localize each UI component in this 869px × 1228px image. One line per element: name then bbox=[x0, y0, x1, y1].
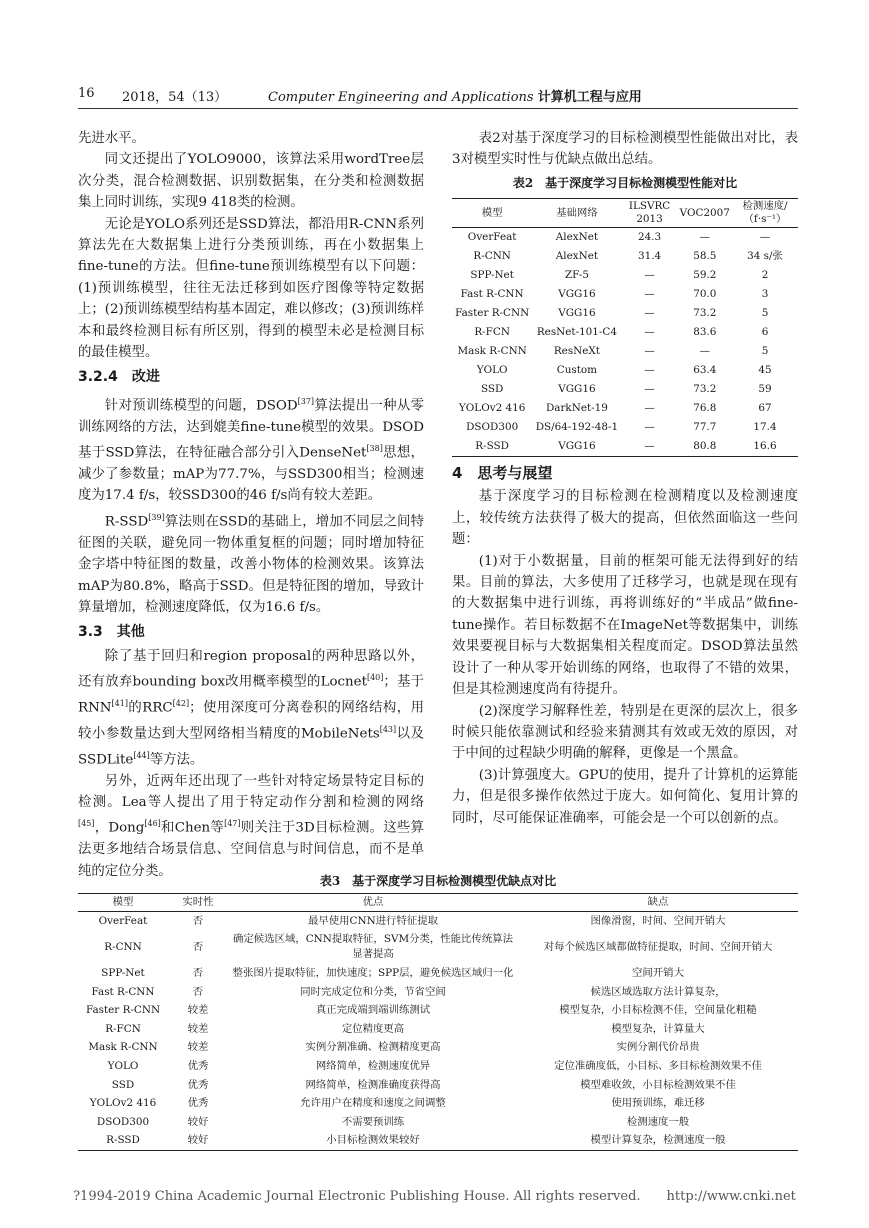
table-cell: 实例分割准确、检测精度更高 bbox=[305, 1041, 441, 1054]
table3-caption: 表3 基于深度学习目标检测模型优缺点对比 bbox=[319, 874, 557, 888]
table-row bbox=[452, 399, 798, 418]
text: 思想，减少了参数量；mAP为77.7%，与SSD300相当；检测速度为17.4 f/s，较SSD300的46 f/s尚有较大差距。 bbox=[78, 445, 424, 504]
table-cell: R-CNN bbox=[473, 250, 511, 263]
citation: [45] bbox=[78, 819, 95, 829]
table-cell: 3 bbox=[761, 288, 769, 301]
table-cell: 候选区域选取方法计算复杂， bbox=[590, 985, 726, 998]
table-cell: Mask R-CNN bbox=[457, 345, 527, 358]
table-cell: ZF-5 bbox=[564, 269, 589, 282]
text: 以及SSDLite bbox=[78, 726, 424, 768]
table-cell: 34 s/张 bbox=[747, 250, 783, 263]
table-cell: 16.6 bbox=[732, 437, 798, 456]
table-row bbox=[78, 1132, 798, 1151]
citation: [44] bbox=[133, 750, 150, 760]
table-row bbox=[452, 342, 798, 361]
table-row bbox=[452, 266, 798, 285]
paragraph: 表2对基于深度学习的目标检测模型性能做出对比，表3对模型实时性与优缺点做出总结。 bbox=[452, 131, 798, 168]
table-cell: VGG16 bbox=[558, 307, 596, 320]
table-header-cell: VOC2007 bbox=[678, 199, 732, 228]
table-cell: 整张图片提取特征，加快速度；SPP层，避免候选区域归一化 bbox=[232, 966, 514, 979]
table-cell: 检测速度一般 bbox=[626, 1115, 690, 1128]
table-cell: Fast R-CNN bbox=[460, 288, 524, 301]
table-cell: 58.5 bbox=[693, 250, 717, 263]
table-cell: OverFeat bbox=[98, 914, 148, 927]
table-cell: SSD bbox=[111, 1078, 135, 1091]
table2 bbox=[452, 198, 798, 457]
table-cell: 45 bbox=[758, 364, 772, 376]
table-cell: DSOD300 bbox=[96, 1115, 150, 1128]
paragraph bbox=[78, 646, 424, 771]
table-cell: ResNet-101-C4 bbox=[536, 326, 617, 339]
table-cell: 5 bbox=[761, 345, 769, 358]
table-cell: 确定候选区域，CNN提取特征，SVM分类，性能比传统算法显著提高 bbox=[233, 933, 513, 961]
table-cell: 网络简单，检测准确度获得高 bbox=[305, 1078, 441, 1091]
table-cell: YOLO bbox=[107, 1059, 139, 1072]
table-cell: — bbox=[644, 420, 655, 433]
table-header-cell: 模型 bbox=[452, 199, 532, 228]
table-cell: SSD bbox=[480, 382, 504, 395]
table-cell: 73.2 bbox=[693, 382, 717, 395]
paragraph: 无论是YOLO系列还是SSD算法，都沿用R-CNN系列算法先在大数据集上进行分类预训练，再在小数据集上fine-tune的方法。但fine-tune预训练模型有以下问题：(1)预训练模型，往往无法迁移到如医疗图像等特定数据上；(2)预训练模型结构基本固定，难以修改；(3)预训练样本和最终检测目标有所区别，得到的模型未必是检测目标的最佳模型。 bbox=[78, 216, 424, 361]
table-cell: 最早使用CNN进行特征提取 bbox=[307, 914, 439, 927]
table-cell: R-CNN bbox=[104, 940, 142, 953]
table-row bbox=[452, 418, 798, 437]
text: 则关注于3D目标检测。这些算法更多地结合场景信息、空间信息与时间信息，而不是单纯的定位分类。 bbox=[78, 820, 424, 879]
text: 另外，近两年还出现了一些针对特定场景特定目标的检测。Lea等人提出了用于特定动作分割和检测的网络 bbox=[78, 773, 424, 811]
citation: [41] bbox=[111, 699, 128, 709]
table-row bbox=[78, 912, 798, 931]
table-cell: 否 bbox=[192, 940, 204, 953]
table-cell: — bbox=[644, 364, 655, 376]
table-row bbox=[452, 380, 798, 399]
left-column bbox=[78, 128, 424, 882]
table-cell: — bbox=[644, 288, 655, 301]
table-header-row bbox=[78, 894, 798, 912]
text: 的RRC bbox=[127, 700, 173, 716]
table-cell: YOLO bbox=[476, 364, 508, 376]
table-cell: AlexNet bbox=[555, 250, 599, 263]
table-cell: R-SSD bbox=[78, 1132, 168, 1151]
table-row bbox=[78, 1076, 798, 1095]
table-cell: 模型计算复杂，检测速度一般 bbox=[518, 1132, 798, 1151]
table-cell: — bbox=[644, 326, 655, 339]
table-cell: 否 bbox=[192, 985, 204, 998]
table-cell: OverFeat bbox=[467, 231, 517, 244]
table-cell: 59.2 bbox=[693, 269, 717, 282]
table-row bbox=[452, 247, 798, 266]
text: ；使用深度可分离卷积的网络结构，用较小参数量达到大型网络相当精度的MobileNets bbox=[78, 700, 424, 742]
table-cell: 定位精度更高 bbox=[341, 1022, 405, 1035]
table-header-row bbox=[452, 199, 798, 228]
table-cell: 使用预训练，难迁移 bbox=[611, 1097, 705, 1110]
table-cell: 76.8 bbox=[693, 401, 717, 414]
table-cell: 小目标检测效果较好 bbox=[228, 1132, 518, 1151]
table-cell: SPP-Net bbox=[101, 966, 145, 979]
table-cell: 17.4 bbox=[753, 420, 777, 433]
table-row bbox=[78, 1039, 798, 1058]
table-cell: 77.7 bbox=[693, 420, 717, 433]
paragraph: (1)对于小数据量，目前的框架可能无法得到好的结果。目前的算法，大多使用了迁移学习，也就是现在现有的大数据集中进行训练，再将训练好的“半成品”做fine-tune操作。若目标数据不在ImageNet等数据集中，训练效果要视目标与大数据集相关程度而定。DSOD算法虽然设计了一种从零开始训练的网络，也取得了不错的效果，但是其检测速度尚有待提升。 bbox=[452, 553, 798, 698]
text: 针对预训练模型的问题，DSOD bbox=[104, 398, 298, 414]
table-row bbox=[78, 983, 798, 1002]
table-cell: 模型难收敛，小目标检测效果不佳 bbox=[580, 1078, 736, 1091]
text: 除了基于回归和region proposal的两种思路以外，还有放弃bounding box改用概率模型的Locnet bbox=[78, 648, 424, 690]
table-cell: 6 bbox=[761, 326, 769, 339]
table-cell: 73.2 bbox=[693, 307, 717, 320]
paragraph bbox=[78, 391, 424, 507]
table-row bbox=[452, 323, 798, 342]
table-cell: — bbox=[622, 437, 678, 456]
table2-caption: 表2 基于深度学习目标检测模型性能对比 bbox=[512, 175, 738, 190]
table-row bbox=[452, 285, 798, 304]
table-cell: 空间开销大 bbox=[632, 966, 684, 979]
table-cell: — bbox=[699, 345, 710, 358]
paragraph bbox=[78, 507, 424, 619]
journal-name-en: Computer Engineering and Applications bbox=[268, 90, 534, 105]
paragraph: (2)深度学习解释性差，特别是在更深的层次上，很多时候只能依靠测试和经验来猜测其有效或无效的原因，对于中间的过程缺少明确的解释，更像是一个黑盒。 bbox=[452, 703, 798, 762]
table-cell: — bbox=[644, 382, 655, 395]
table-row bbox=[78, 964, 798, 983]
text: 算法则在SSD的基础上，增加不同层之间特征图的关联，避免同一物体重复框的问题；同时增加特征金字塔中特征图的数量，改善小物体的检测效果。该算法mAP为80.8%，略高于SSD。但是特征图的增加，导致计算量增加，检测速度降低，仅为16.6 f/s。 bbox=[78, 514, 424, 615]
table-cell: 24.3 bbox=[637, 231, 662, 244]
table-cell: 真正完成端到端训练测试 bbox=[315, 1004, 431, 1017]
table-cell: 否 bbox=[192, 966, 204, 979]
table-header-cell: 基础网络 bbox=[532, 199, 621, 228]
table-header-cell: 缺点 bbox=[518, 894, 798, 912]
section-heading-4: 4 思考与展望 bbox=[452, 464, 553, 483]
right-column bbox=[452, 128, 798, 829]
table-cell: 模型复杂，小目标检测不佳，空间量化粗糙 bbox=[559, 1004, 757, 1017]
table3-block bbox=[78, 870, 798, 1151]
table-cell: 同时完成定位和分类，节省空间 bbox=[300, 985, 446, 998]
table-cell: 2 bbox=[761, 269, 769, 282]
table-cell: 较差 bbox=[187, 1004, 209, 1017]
paragraph: 基于深度学习的目标检测在检测精度以及检测速度上，较传统方法获得了极大的提高，但依然面临这一些问题： bbox=[452, 489, 798, 548]
table-cell: ResNeXt bbox=[553, 345, 600, 358]
table-cell: VGG16 bbox=[532, 437, 621, 456]
table-header-cell: 检测速度/（f·s⁻¹） bbox=[732, 199, 798, 228]
journal-name bbox=[268, 86, 642, 105]
table-cell: 不需要预训练 bbox=[341, 1115, 405, 1128]
table3 bbox=[78, 893, 798, 1151]
citation: [42] bbox=[172, 699, 190, 709]
table-cell: 图像滑窗，时间、空间开销大 bbox=[590, 914, 726, 927]
table-cell: — bbox=[699, 231, 710, 244]
table-header-cell: 优点 bbox=[228, 894, 518, 912]
table-row bbox=[452, 228, 798, 247]
table-row bbox=[78, 1094, 798, 1113]
table-cell: AlexNet bbox=[555, 231, 599, 244]
citation: [40] bbox=[366, 673, 384, 683]
year-issue: 2018，54（13） bbox=[122, 90, 228, 105]
table-cell: 较差 bbox=[187, 1022, 209, 1035]
table-cell: Mask R-CNN bbox=[88, 1041, 158, 1054]
table-cell: 优秀 bbox=[187, 1097, 209, 1110]
copyright-footer: ?1994-2019 China Academic Journal Electronic Publishing House. All rights reserved. http://www.cnki.net bbox=[73, 1189, 796, 1204]
citation: [39] bbox=[148, 512, 165, 522]
table-header-cell: 实时性 bbox=[168, 894, 228, 912]
table-cell: R-SSD bbox=[452, 437, 532, 456]
citation: [37] bbox=[297, 396, 315, 406]
table-cell: YOLOv2 416 bbox=[89, 1097, 157, 1110]
text: ；基于RNN bbox=[78, 674, 424, 716]
table-cell: — bbox=[644, 307, 655, 320]
table-row bbox=[452, 437, 798, 456]
table-cell: DarkNet-19 bbox=[545, 401, 608, 414]
table-cell: — bbox=[644, 269, 655, 282]
table-row bbox=[78, 1020, 798, 1039]
table-cell: YOLOv2 416 bbox=[458, 401, 526, 414]
table-cell: 优秀 bbox=[187, 1078, 209, 1091]
text: R-SSD bbox=[104, 514, 149, 530]
table-cell: 63.4 bbox=[693, 364, 717, 376]
text: 等方法。 bbox=[149, 752, 204, 768]
table-cell: — bbox=[644, 401, 655, 414]
table-cell: 31.4 bbox=[637, 250, 662, 263]
table-cell: 较好 bbox=[168, 1132, 228, 1151]
citation: [43] bbox=[379, 724, 397, 734]
table-cell: SPP-Net bbox=[470, 269, 514, 282]
table-cell: DS/64-192-48-1 bbox=[535, 420, 619, 433]
table-cell: Custom bbox=[556, 364, 598, 376]
table-header-cell: ILSVRC 2013 bbox=[622, 199, 678, 228]
table-cell: 5 bbox=[761, 307, 769, 320]
citation: [47] bbox=[224, 819, 241, 829]
table-cell: 定位准确度低，小目标、多目标检测效果不佳 bbox=[554, 1059, 762, 1072]
table-cell: 70.0 bbox=[693, 288, 717, 301]
journal-name-cn: 计算机工程与应用 bbox=[537, 90, 642, 105]
table-cell: 否 bbox=[192, 914, 204, 927]
citation: [46] bbox=[144, 819, 161, 829]
table-cell: R-FCN bbox=[105, 1022, 141, 1035]
table-row bbox=[452, 304, 798, 323]
table-cell: 优秀 bbox=[187, 1059, 209, 1072]
table-cell: 83.6 bbox=[693, 326, 717, 339]
table-cell: VGG16 bbox=[558, 382, 596, 395]
table-cell: R-FCN bbox=[474, 326, 510, 339]
table-cell: 允许用户在精度和速度之间调整 bbox=[300, 1097, 446, 1110]
paragraph: (3)计算强度大。GPU的使用，提升了计算机的运算能力，但是很多操作依然过于庞大。如何简化、复用计算的同时，尽可能保证准确率，可能会是一个可以创新的点。 bbox=[452, 767, 798, 826]
paragraph: 同文还提出了YOLO9000，该算法采用wordTree层次分类，混合检测数据、识别数据集，在分类和检测数据集上同时训练，实现9 418类的检测。 bbox=[78, 152, 424, 211]
table-cell: — bbox=[644, 345, 655, 358]
text: ，Dong bbox=[94, 820, 145, 836]
table-cell: 网络简单，检测速度优异 bbox=[315, 1059, 431, 1072]
table-cell: Fast R-CNN bbox=[91, 985, 155, 998]
table-row bbox=[78, 1001, 798, 1020]
header-rule bbox=[78, 108, 798, 109]
table-header-cell: 模型 bbox=[78, 894, 168, 912]
table-row bbox=[78, 1113, 798, 1132]
page-number: 16 bbox=[78, 86, 95, 101]
table-cell: DSOD300 bbox=[466, 420, 519, 433]
table-row bbox=[78, 1057, 798, 1076]
table-cell: Faster R-CNN bbox=[455, 307, 530, 320]
table-row bbox=[452, 361, 798, 380]
table-cell: — bbox=[759, 231, 771, 244]
table-cell: VGG16 bbox=[558, 288, 596, 301]
table-cell: 实例分割代价昂贵 bbox=[616, 1041, 700, 1054]
paragraph bbox=[78, 771, 424, 883]
table-cell: 对每个候选区域都做特征提取，时间、空间开销大 bbox=[543, 940, 773, 953]
table-cell: 59 bbox=[758, 382, 772, 395]
table-cell: 较差 bbox=[187, 1041, 209, 1054]
table-cell: Faster R-CNN bbox=[85, 1004, 161, 1017]
table-cell: 模型复杂，计算量大 bbox=[611, 1022, 705, 1035]
paragraph: 先进水平。 bbox=[78, 131, 145, 146]
section-heading-3-3: 3.3 其他 bbox=[78, 624, 145, 641]
table-row bbox=[78, 931, 798, 965]
table-cell: 较好 bbox=[187, 1115, 209, 1128]
citation: [38] bbox=[366, 444, 383, 454]
table-cell: 80.8 bbox=[678, 437, 732, 456]
text: 和Chen等 bbox=[160, 820, 225, 836]
text: 算法提出一种从零训练网络的方法，达到媲美fine-tune模型的效果。DSOD基于SSD算法，在特征融合部分引入DenseNet bbox=[78, 398, 425, 461]
section-heading-3-2-4: 3.2.4 改进 bbox=[78, 369, 160, 386]
table-cell: 67 bbox=[758, 401, 772, 414]
